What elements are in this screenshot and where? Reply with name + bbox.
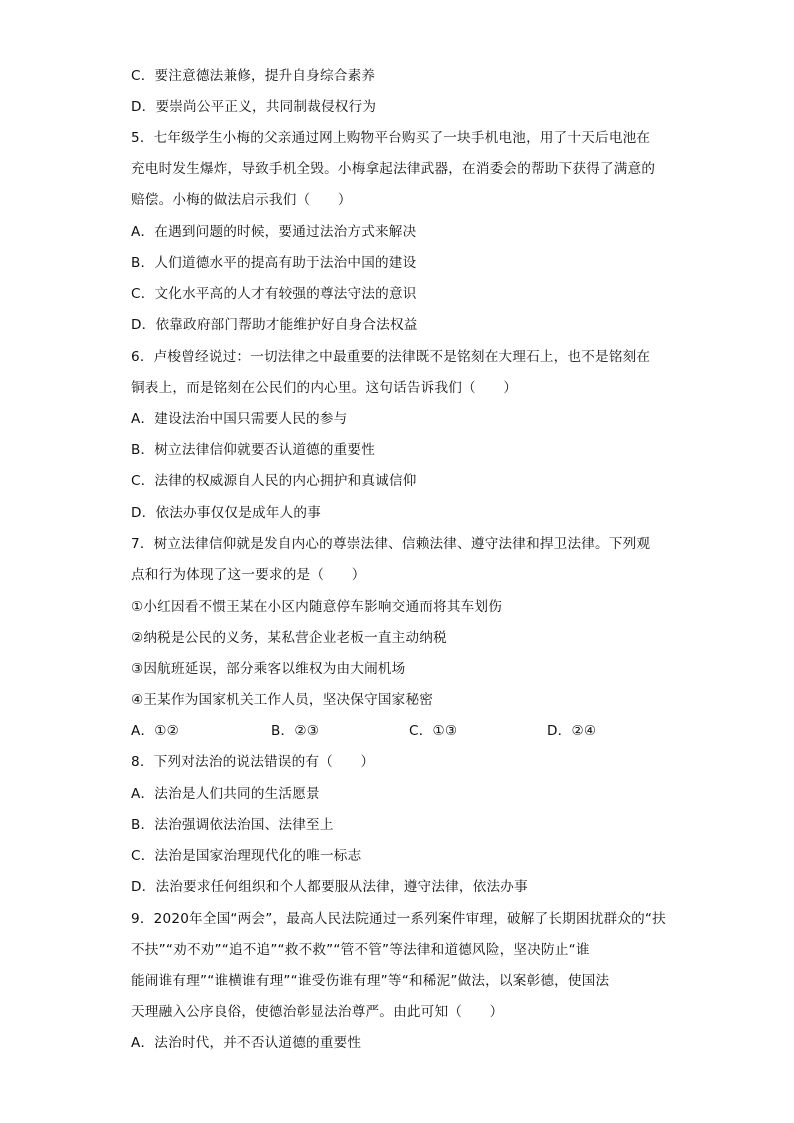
option-line: C．文化水平高的人才有较强的尊法守法的意识 [131, 286, 417, 302]
choice-b: B．②③ [271, 723, 320, 739]
statement-line: ④王某作为国家机关工作人员，坚决保守国家秘密 [131, 692, 434, 708]
choice-a: A．①② [131, 723, 180, 739]
option-line: D．法治要求任何组织和个人都要服从法律，遵守法律，依法办事 [131, 879, 528, 895]
option-line: D．依靠政府部门帮助才能维护好自身合法权益 [131, 317, 418, 333]
option-line: B．树立法律信仰就要否认道德的重要性 [131, 442, 376, 458]
choice-c: C．①③ [409, 723, 458, 739]
statement-line: ③因航班延误，部分乘客以维权为由大闹机场 [131, 661, 406, 677]
question-line: 不扶”“劝不劝”“追不追”“救不救”“管不管”等法律和道德风险，坚决防止“谁 [131, 942, 590, 958]
option-line: A．在遇到问题的时候，要通过法治方式来解决 [131, 224, 417, 240]
choice-d: D．②④ [547, 723, 597, 739]
question-line: 充电时发生爆炸，导致手机全毁。小梅拿起法律武器，在消委会的帮助下获得了满意的 [131, 161, 656, 177]
option-line: B．人们道德水平的提高有助于法治中国的建设 [131, 255, 417, 271]
question-line: 7．树立法律信仰就是发自内心的尊崇法律、信赖法律、遵守法律和捍卫法律。下列观 [131, 536, 651, 552]
option-line: C．法律的权威源自人民的内心拥护和真诚信仰 [131, 473, 417, 489]
question-line: 铜表上，而是铭刻在公民们的内心里。这句话告诉我们（ ） [131, 380, 518, 396]
option-line: A．法治时代，并不否认道德的重要性 [131, 1035, 362, 1051]
question-line: 点和行为体现了这一要求的是（ ） [131, 567, 366, 583]
option-line: C．法治是国家治理现代化的唯一标志 [131, 848, 362, 864]
statement-line: ①小红因看不惯王某在小区内随意停车影响交通而将其车划伤 [131, 599, 503, 615]
option-line: D．依法办事仅仅是成年人的事 [131, 505, 321, 521]
statement-line: ②纳税是公民的义务，某私营企业老板一直主动纳税 [131, 630, 447, 646]
option-line: B．法治强调依法治国、法律至上 [131, 817, 334, 833]
option-line: C．要注意德法兼修，提升自身综合素养 [131, 68, 376, 84]
question-line: 6．卢梭曾经说过：一切法律之中最重要的法律既不是铭刻在大理石上，也不是铭刻在 [131, 349, 651, 365]
question-line: 5．七年级学生小梅的父亲通过网上购物平台购买了一块手机电池，用了十天后电池在 [131, 130, 651, 146]
question-line: 9．2020年全国“两会”，最高人民法院通过一系列案件审理，破解了长期困扰群众的“扶 [131, 911, 666, 927]
question-line: 赔偿。小梅的做法启示我们（ ） [131, 192, 352, 208]
question-line: 8．下列对法治的说法错误的有（ ） [131, 754, 375, 770]
question-line: 能闹谁有理”“谁横谁有理”“谁受伤谁有理”等“和稀泥”做法，以案彰德，使国法 [131, 973, 610, 989]
option-line: A．法治是人们共同的生活愿景 [131, 786, 320, 802]
question-line: 天理融入公序良俗，使德治彰显法治尊严。由此可知（ ） [131, 1004, 504, 1020]
option-line: A．建设法治中国只需要人民的参与 [131, 411, 348, 427]
option-line: D．要崇尚公平正义，共同制裁侵权行为 [131, 99, 377, 115]
